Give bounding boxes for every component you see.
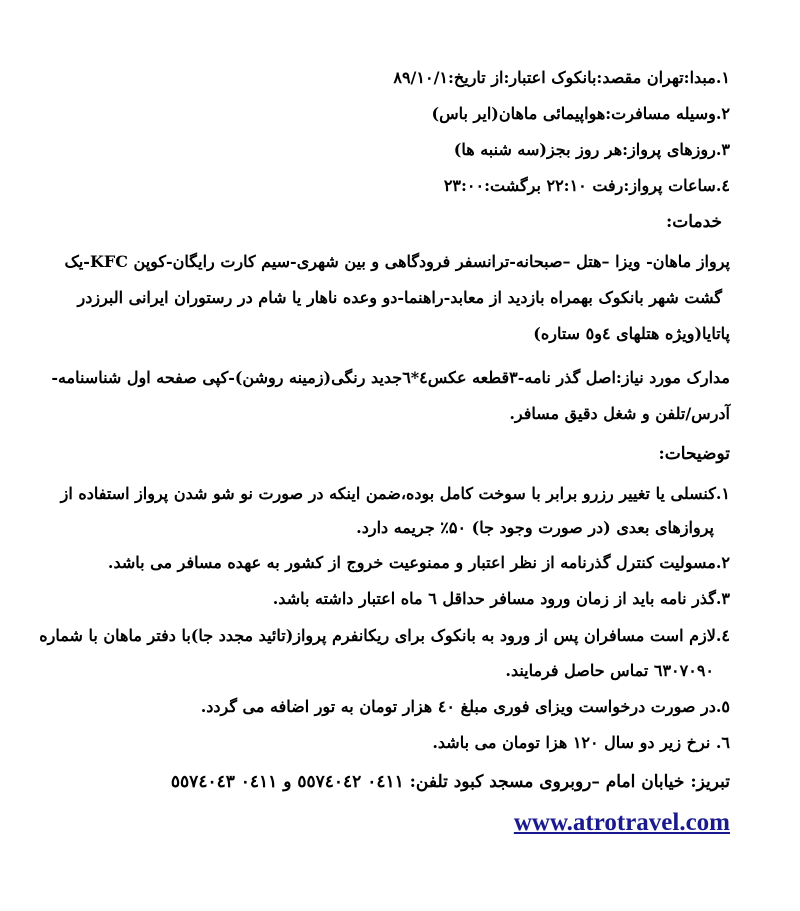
note-4-line-2: ٦۳۰۷۰۹۰ تماس حاصل فرمایند. [505,661,714,680]
website-link[interactable]: www.atrotravel.com [513,809,730,836]
services-line-3: پاتایا(ویژه هتلهای ٤و٥ ستاره) [533,324,730,343]
note-1-line-1: ۱.کنسلی یا تغییر رزرو برابر با سوخت کامل بوده،ضمن اینکه در صورت نو شو شدن پرواز استفاده از [60,484,730,503]
notes-heading: توضیحات: [658,444,730,464]
trip-airline: ۲.وسیله مسافرت:هواپیمائی ماهان(ایر باس) [431,104,730,123]
note-1-line-2: پروازهای بعدی (در صورت وجود جا) ۵۰٪ جریمه دارد. [356,518,714,537]
note-2: ۲.مسولیت کنترل گذرنامه از نظر اعتبار و ممنوعیت خروج از کشور به عهده مسافر می باشد. [107,553,730,572]
trip-flight-times: ٤.ساعات پرواز:رفت ۲۲:۱۰ برگشت:۲۳:۰۰ [443,176,730,195]
documents-required-line-1: مدارک مورد نیاز:اصل گذر نامه-۳قطعه عکس٤*٦جدید رنگی(زمینه روشن)-کپی صفحه اول شناسنامه- [51,368,730,387]
note-5: ٥.در صورت درخواست ویزای فوری مبلغ ٤۰ هزار تومان به تور اضافه می گردد. [200,697,730,716]
note-4-line-1: ٤.لازم است مسافران پس از ورود به بانکوک برای ریکانفرم پرواز(تائید مجدد جا)با دفتر ماهان با شماره [39,626,730,645]
note-6: ٦. نرخ زیر دو سال ۱۲۰ هزا تومان می باشد. [432,733,730,752]
services-line-2: گشت شهر بانکوک بهمراه بازدید از معابد-راهنما-دو وعده ناهار یا شام در رستوران ایرانی البرزدر [77,288,722,307]
contact-address-phone: تبریز: خیابان امام –روبروی مسجد کبود تلفن: ۰٤۱۱ ٥٥٧٤۰٤۲ و ۰٤۱۱ ٥٥٧٤۰٤۳ [170,772,730,792]
services-heading: خدمات: [666,212,722,232]
services-line-1: پرواز ماهان- ویزا –هتل –صبحانه-ترانسفر فرودگاهی و بین شهری-سیم کارت رایگان-کوپن KFC-یک [64,252,730,271]
documents-required-line-2: آدرس/تلفن و شغل دقیق مسافر. [509,404,730,423]
trip-flight-days: ۳.روزهای پرواز:هر روز بجز(سه شنبه ها) [453,140,730,159]
trip-origin-destination: ۱.مبدا:تهران مقصد:بانکوک اعتبار:از تاریخ:۸۹/۱۰/۱ [393,68,730,87]
note-3: ۳.گذر نامه باید از زمان ورود مسافر حداقل ٦ ماه اعتبار داشته باشد. [272,589,730,608]
